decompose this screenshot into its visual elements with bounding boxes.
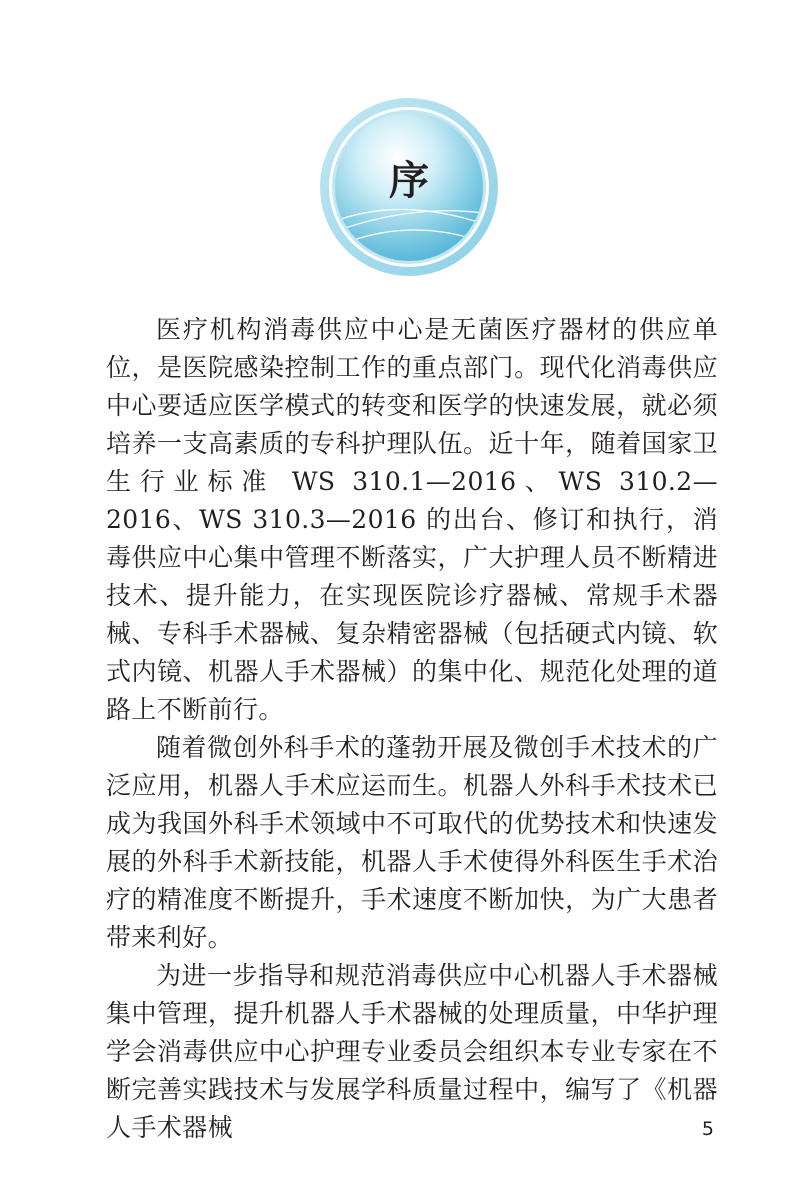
- paragraph-3: 为进一步指导和规范消毒供应中心机器人手术器械集中管理，提升机器人手术器械的处理质量，中华护理学会消毒供应中心护理专业委员会组织本专业专家在不断完善实践技术与发展学科质量过程中，编写了《机器人手术器械: [106, 961, 718, 1142]
- paragraph-2: 随着微创外科手术的蓬勃开展及微创手术技术的广泛应用，机器人手术应运而生。机器人外科手术技术已成为我国外科手术领域中不可取代的优势技术和快速发展的外科手术新技能，机器人手术使得外科医生手术治疗的精准度不断提升，手术速度不断加快，为广大患者带来利好。: [106, 733, 718, 952]
- chapter-emblem: [318, 96, 500, 278]
- paragraph-1: 医疗机构消毒供应中心是无菌医疗器材的供应单位，是医院感染控制工作的重点部门。现代化消毒供应中心要适应医学模式的转变和医学的快速发展，就必须培养一支高素质的专科护理队伍。近十年，随着国家卫生行业标准 WS 310.1—2016、WS 310.2—2016、WS 310.3—2016 的出台、修订和执行，消毒供应中心集中管理不断落实，广大护理人员不断精进技术、提升能力，在实现医院诊疗器械、常规手术器械、专科手术器械、复杂精密器械（包括硬式内镜、软式内镜、机器人手术器械）的集中化、规范化处理的道路上不断前行。: [106, 315, 718, 724]
- preface-body: [106, 311, 718, 1147]
- page-number: 5: [701, 1118, 714, 1140]
- page-title: 序: [389, 158, 429, 204]
